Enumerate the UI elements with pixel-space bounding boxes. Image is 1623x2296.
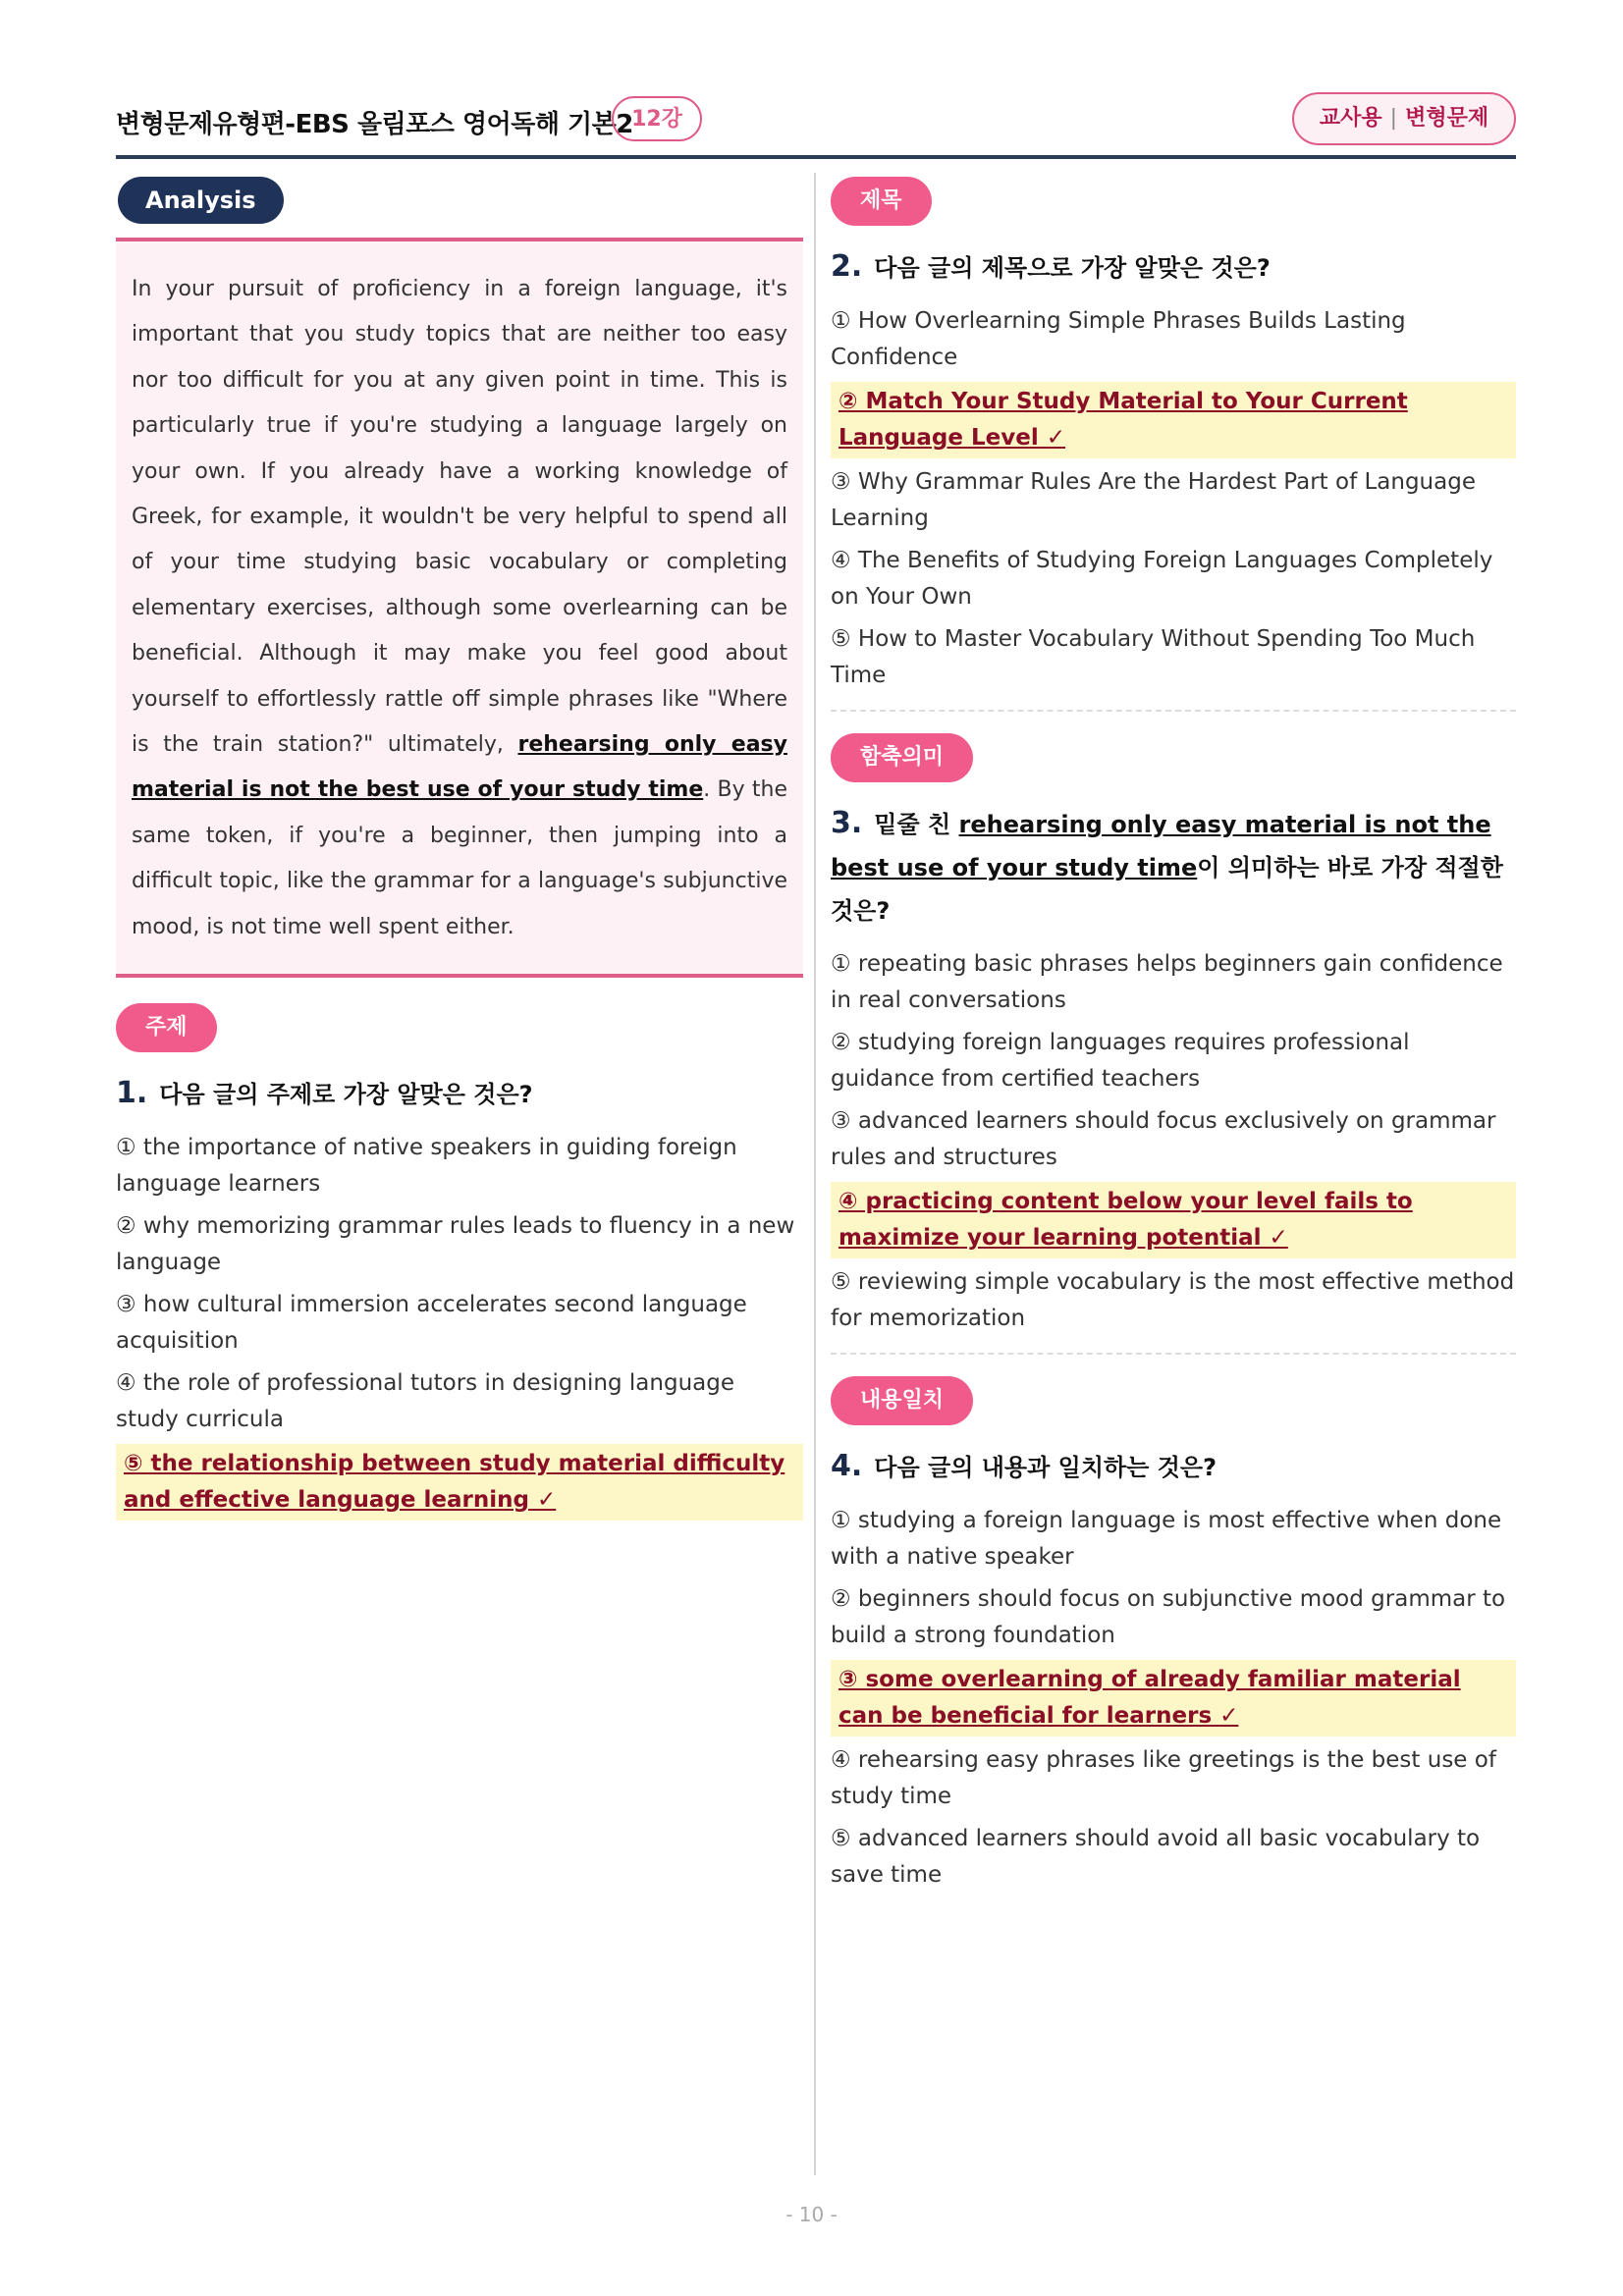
q2-options — [831, 303, 1516, 694]
q3-prompt-start: 밑줄 친 — [874, 811, 959, 838]
left-column — [116, 177, 803, 1526]
q1-tag: 주제 — [116, 1003, 217, 1052]
q4-tag: 내용일치 — [831, 1376, 973, 1425]
q4-option-2[interactable]: ② beginners should focus on subjunctive mood grammar to build a strong foundation — [831, 1586, 1506, 1648]
q2-prompt-text: 다음 글의 제목으로 가장 알맞은 것은? — [874, 254, 1271, 282]
q1-options — [116, 1130, 803, 1521]
q2-option-1[interactable]: ① How Overlearning Simple Phrases Builds Lasting Confidence — [831, 308, 1406, 370]
q1-option-1[interactable]: ① the importance of native speakers in guiding foreign language learners — [116, 1135, 737, 1198]
q1-option-2[interactable]: ② why memorizing grammar rules leads to fluency in a new language — [116, 1213, 795, 1276]
q2-number: 2. — [831, 249, 863, 284]
q2-option-4[interactable]: ④ The Benefits of Studying Foreign Languages Completely on Your Own — [831, 548, 1493, 610]
q3-number: 3. — [831, 806, 863, 840]
q3-option-1[interactable]: ① repeating basic phrases helps beginners gain confidence in real conversations — [831, 951, 1503, 1013]
q2-tag: 제목 — [831, 177, 932, 226]
q3-prompt-end: 이 의미하는 바로 가장 적절한 것은? — [831, 854, 1503, 925]
q2-option-2-correct[interactable]: ② Match Your Study Material to Your Current Language Level ✓ — [831, 382, 1516, 458]
q4-option-3-correct[interactable]: ③ some overlearning of already familiar material can be beneficial for learners ✓ — [831, 1660, 1516, 1736]
badge-separator: | — [1389, 106, 1398, 131]
q2-option-5[interactable]: ⑤ How to Master Vocabulary Without Spending Too Much Time — [831, 626, 1476, 688]
passage-text-start: In your pursuit of proficiency in a foreign language, it's important that you study topics that are neither too easy nor too difficult for you at any given point in time. This is particularly true if you're studying a language largely on your own. If you already have a working knowledge of Greek, for example, it wouldn't be very helpful to spend all of your time studying basic vocabulary or completing elementary exercises, although some overlearning can be beneficial. Although it may make you feel good about yourself to effortlessly rattle off simple phrases like "Where is the train station?" ultimately, — [132, 277, 787, 758]
badge-type-label: 변형문제 — [1405, 106, 1489, 131]
q3-option-5[interactable]: ⑤ reviewing simple vocabulary is the most effective method for memorization — [831, 1269, 1515, 1331]
analysis-passage — [132, 267, 787, 950]
q4-option-1[interactable]: ① studying a foreign language is most effective when done with a native speaker — [831, 1508, 1502, 1570]
column-divider — [814, 173, 816, 2175]
q1-number: 1. — [116, 1076, 148, 1111]
badge-teacher-label: 교사용 — [1319, 106, 1382, 131]
q4-prompt-text: 다음 글의 내용과 일치하는 것은? — [874, 1454, 1217, 1481]
q1-prompt — [116, 1072, 803, 1116]
q3-option-3[interactable]: ③ advanced learners should focus exclusively on grammar rules and structures — [831, 1108, 1496, 1170]
lesson-badge: 12강 — [612, 96, 702, 141]
q3-option-4-correct[interactable]: ④ practicing content below your level fails to maximize your learning potential ✓ — [831, 1182, 1516, 1258]
teacher-edition-badge — [1292, 92, 1516, 145]
q3-prompt — [831, 802, 1516, 933]
q1-option-5-correct[interactable]: ⑤ the relationship between study material difficulty and effective language learning ✓ — [116, 1444, 803, 1521]
q4-option-4[interactable]: ④ rehearsing easy phrases like greetings is the best use of study time — [831, 1747, 1496, 1809]
q3-option-2[interactable]: ② studying foreign languages requires professional guidance from certified teachers — [831, 1030, 1410, 1092]
passage-underlined-phrase: rehearsing only easy material is not the best use of your study time — [132, 732, 787, 803]
q4-number: 4. — [831, 1449, 863, 1483]
passage-text-end: . By the same token, if you're a beginner, then jumping into a difficult topic, like the grammar for a language's subjunctive mood, is not time well spent either. — [132, 777, 787, 939]
q2-option-3[interactable]: ③ Why Grammar Rules Are the Hardest Part of Language Learning — [831, 469, 1476, 531]
q1-option-3[interactable]: ③ how cultural immersion accelerates second language acquisition — [116, 1292, 747, 1355]
page-header — [116, 94, 1516, 157]
q1-prompt-text: 다음 글의 주제로 가장 알맞은 것은? — [159, 1081, 533, 1109]
page-number: - 10 - — [785, 2203, 838, 2226]
q4-prompt — [831, 1445, 1516, 1489]
right-column — [831, 177, 1516, 1899]
q4-option-5[interactable]: ⑤ advanced learners should avoid all basic vocabulary to save time — [831, 1826, 1481, 1888]
header-rule — [116, 155, 1516, 159]
q2-prompt — [831, 245, 1516, 290]
document-title: 변형문제유형편-EBS 올림포스 영어독해 기본2 — [116, 110, 633, 139]
section-divider — [831, 1353, 1516, 1355]
q1-option-4[interactable]: ④ the role of professional tutors in designing language study curricula — [116, 1370, 734, 1433]
section-divider — [831, 710, 1516, 712]
q3-options — [831, 946, 1516, 1337]
analysis-passage-box — [116, 238, 803, 978]
q3-tag: 함축의미 — [831, 733, 973, 782]
analysis-label: Analysis — [118, 177, 284, 224]
q4-options — [831, 1503, 1516, 1894]
q3-underlined-phrase: rehearsing only easy material is not the best use of your study time — [831, 811, 1491, 881]
